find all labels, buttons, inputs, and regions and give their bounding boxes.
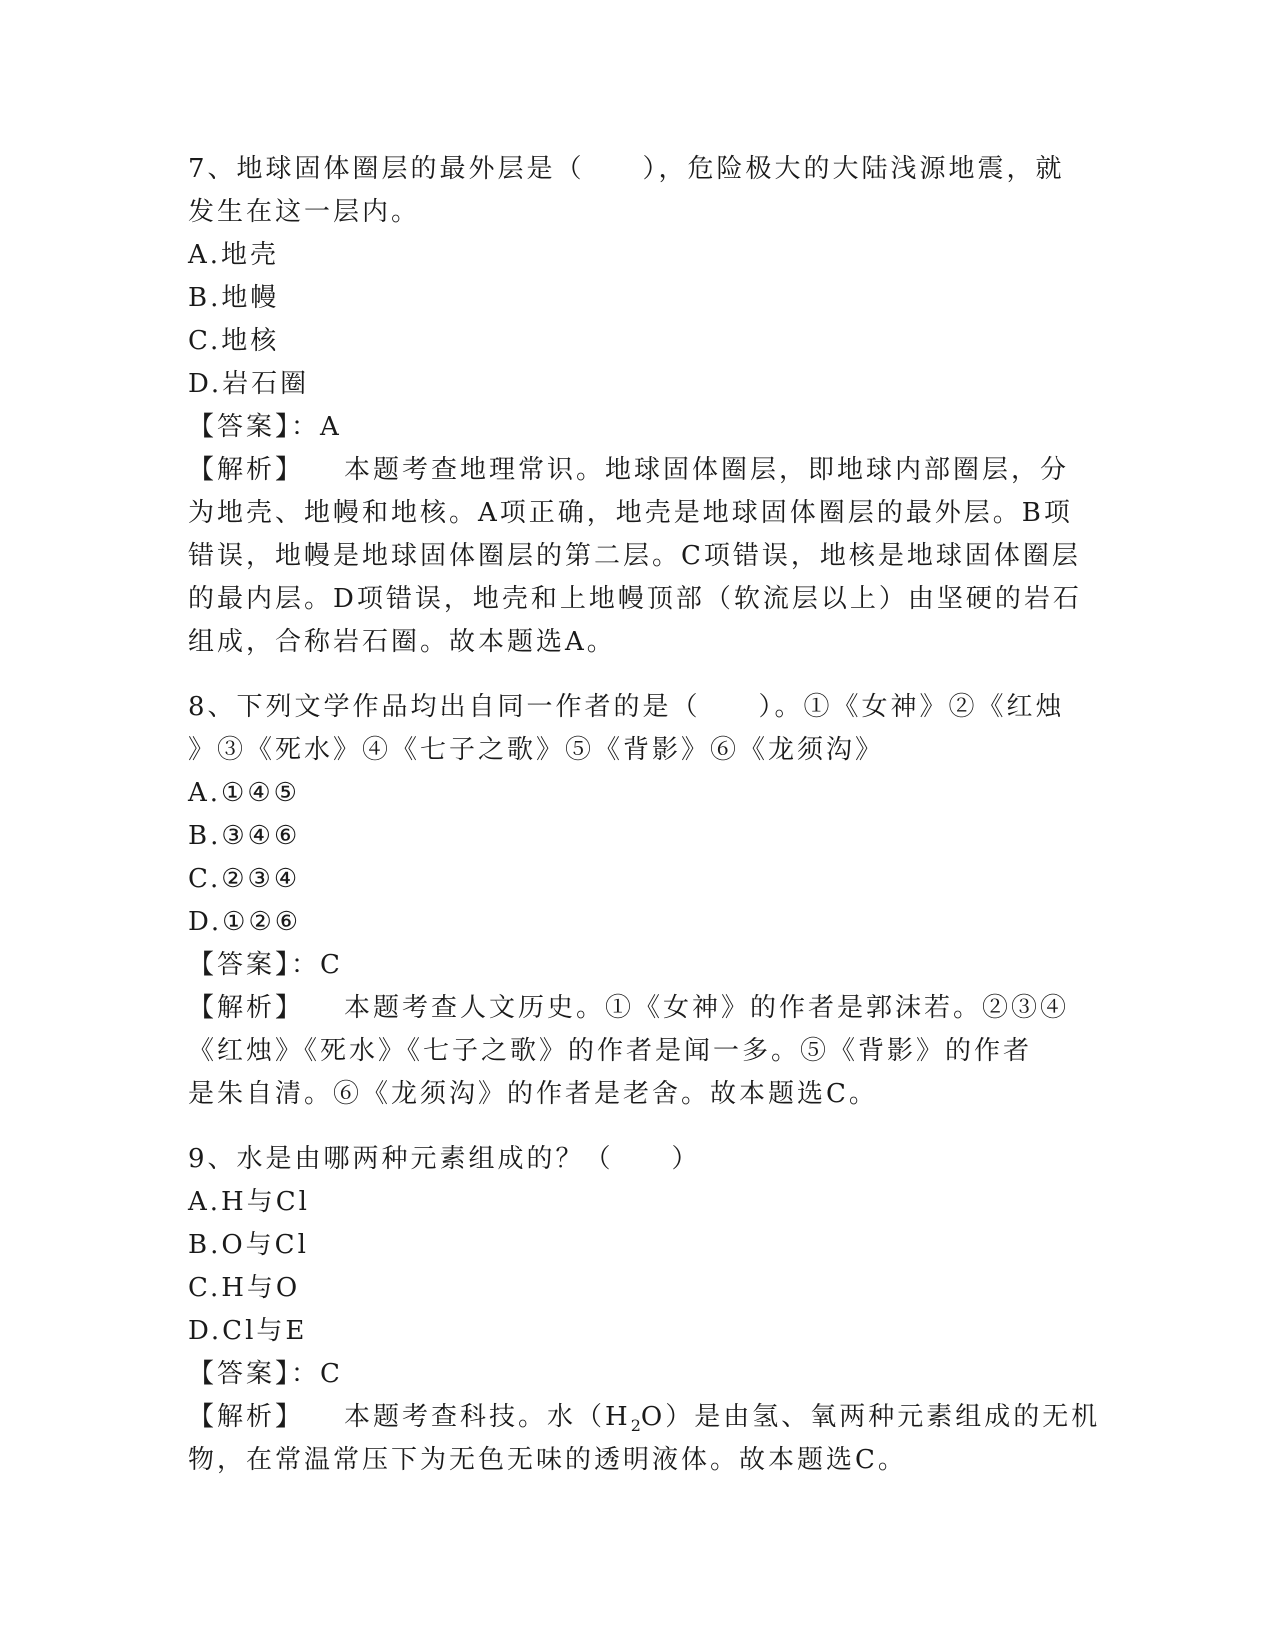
analysis-label: 【解析】	[188, 1402, 305, 1432]
option-c: C.②③④	[188, 864, 301, 894]
question-stem-line: 8、下列文学作品均出自同一作者的是（ ）。①《女神》②《红烛	[188, 692, 1065, 722]
analysis-line: 错误，地幔是地球固体圈层的第二层。C项错误，地核是地球固体圈层	[188, 541, 1081, 571]
question-stem-line: 》③《死水》④《七子之歌》⑤《背影》⑥《龙须沟》	[188, 735, 885, 765]
question-stem-line: 9、水是由哪两种元素组成的？（ ）	[188, 1144, 701, 1174]
answer-label: 【答案】：	[188, 1359, 321, 1389]
question-8	[188, 686, 1088, 1116]
analysis-text: 本题考查人文历史。①《女神》的作者是郭沫若。②③④	[344, 993, 1070, 1023]
answer-label: 【答案】：	[188, 950, 321, 980]
answer-value: C	[320, 1359, 343, 1389]
analysis-text: 本题考查科技。水（H	[344, 1402, 631, 1432]
option-a: A.H与Cl	[188, 1187, 310, 1217]
analysis-line: 组成，合称岩石圈。故本题选A。	[188, 627, 616, 657]
answer-line	[188, 406, 1088, 449]
analysis-line: 《红烛》《死水》《七子之歌》的作者是闻一多。⑤《背影》的作者	[188, 1036, 1033, 1066]
option-c: C.地核	[188, 326, 280, 356]
analysis-line: 的最内层。D项错误，地壳和上地幔顶部（软流层以上）由坚硬的岩石	[188, 584, 1082, 614]
analysis-text: 本题考查地理常识。地球固体圈层，即地球内部圈层，分	[344, 455, 1070, 485]
analysis-label: 【解析】	[188, 993, 305, 1023]
answer-label: 【答案】：	[188, 412, 321, 442]
answer-line	[188, 1353, 1088, 1396]
option-a: A.地壳	[188, 240, 280, 270]
option-b: B.地幔	[188, 283, 280, 313]
question-stem-line: 发生在这一层内。	[188, 197, 421, 227]
analysis-line: 物，在常温常压下为无色无味的透明液体。故本题选C。	[188, 1445, 907, 1475]
question-stem-line: 7、地球固体圈层的最外层是（ ），危险极大的大陆浅源地震，就	[188, 154, 1065, 184]
option-d: D.岩石圈	[188, 369, 310, 399]
option-d: D.Cl与E	[188, 1316, 308, 1346]
analysis-line	[188, 987, 1088, 1030]
answer-value: A	[320, 412, 342, 442]
answer-value: C	[320, 950, 343, 980]
option-d: D.①②⑥	[188, 907, 302, 937]
question-9	[188, 1138, 1101, 1482]
analysis-label: 【解析】	[188, 455, 305, 485]
analysis-text: O）是由氢、氧两种元素组成的无机	[640, 1402, 1101, 1432]
answer-line	[188, 944, 1088, 987]
analysis-line: 为地壳、地幔和地核。A项正确，地壳是地球固体圈层的最外层。B项	[188, 498, 1073, 528]
option-c: C.H与O	[188, 1273, 301, 1303]
question-7	[188, 148, 1088, 664]
option-b: B.O与Cl	[188, 1230, 309, 1260]
option-a: A.①④⑤	[188, 778, 300, 808]
analysis-line	[188, 449, 1088, 492]
option-b: B.③④⑥	[188, 821, 301, 851]
analysis-line: 是朱自清。⑥《龙须沟》的作者是老舍。故本题选C。	[188, 1079, 878, 1109]
document-page	[188, 148, 1101, 1504]
analysis-line	[188, 1396, 1101, 1439]
subscript-two: 2	[630, 1416, 641, 1436]
